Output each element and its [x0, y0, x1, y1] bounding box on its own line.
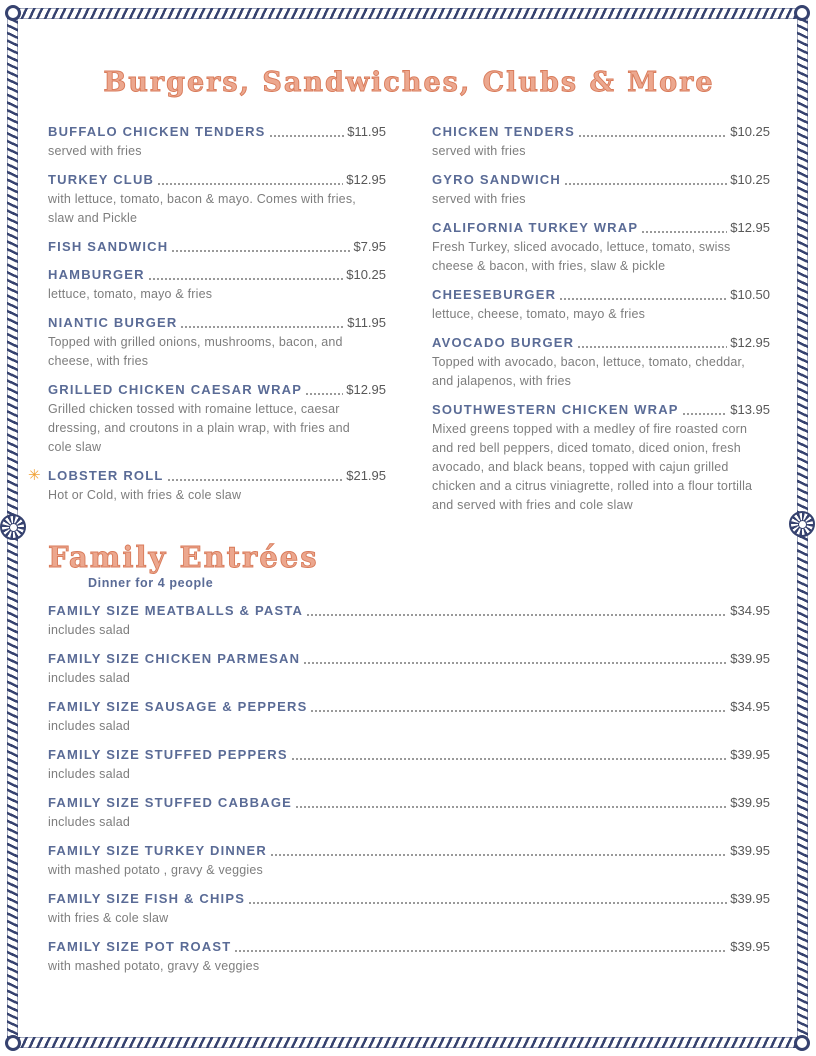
- dot-leader: [578, 346, 727, 348]
- dot-leader: [642, 231, 727, 233]
- item-price: $21.95: [346, 468, 386, 483]
- burgers-columns: [28, 122, 770, 524]
- menu-item: [48, 649, 770, 688]
- item-name: FAMILY SIZE POT ROAST: [48, 939, 232, 954]
- item-description: lettuce, tomato, mayo & fries: [48, 287, 213, 301]
- item-description: Grilled chicken tossed with romaine lettuce, caesar dressing, and croutons in a plain wrap, with fries and cole slaw: [48, 402, 350, 454]
- dot-leader: [158, 183, 343, 185]
- dot-leader: [565, 183, 727, 185]
- item-description: with mashed potato , gravy & veggies: [48, 863, 263, 877]
- dot-leader: [560, 298, 727, 300]
- menu-item-row: [432, 122, 770, 141]
- item-name: FAMILY SIZE CHICKEN PARMESAN: [48, 651, 301, 666]
- family-subtitle: Dinner for 4 people: [88, 576, 214, 590]
- menu-item-row: [48, 937, 770, 956]
- dot-leader: [683, 413, 728, 415]
- menu-item: [432, 285, 770, 324]
- item-name: NIANTIC BURGER: [48, 315, 178, 330]
- menu-item: [48, 265, 386, 304]
- dot-leader: [181, 326, 344, 328]
- menu-item: [432, 122, 770, 161]
- item-name: FISH SANDWICH: [48, 239, 169, 254]
- item-price: $10.25: [346, 267, 386, 282]
- rope-border-bottom: [10, 1037, 806, 1048]
- item-price: $39.95: [730, 891, 770, 906]
- item-name: SOUTHWESTERN CHICKEN WRAP: [432, 402, 679, 417]
- menu-content: [28, 0, 770, 985]
- menu-item-row: [48, 697, 770, 716]
- dot-leader: [311, 710, 727, 712]
- item-description: Mixed greens topped with a medley of fire roasted corn and red bell peppers, diced tomato, diced onion, fresh avocado, and black beans, topped with cajun grilled chicken and a citrus viniagrette, rolled into a flour tortilla and served with fries and cole slaw: [432, 422, 753, 512]
- item-description: includes salad: [48, 767, 131, 781]
- menu-item: [48, 313, 386, 371]
- item-price: $39.95: [730, 939, 770, 954]
- section-title-family: Family Entrées: [48, 540, 319, 574]
- menu-item: [432, 170, 770, 209]
- burgers-left-column: [28, 122, 386, 524]
- rope-medallion-icon: [789, 511, 815, 537]
- menu-item: [432, 333, 770, 391]
- item-name: GYRO SANDWICH: [432, 172, 561, 187]
- menu-item-row: [48, 380, 386, 399]
- item-description: Topped with avocado, bacon, lettuce, tomato, cheddar, and jalapenos, with fries: [432, 355, 745, 388]
- menu-item-row: [48, 122, 386, 141]
- menu-item: [48, 841, 770, 880]
- corner-ring-icon: [794, 1035, 810, 1051]
- dot-leader: [306, 393, 343, 395]
- item-description: includes salad: [48, 623, 131, 637]
- item-name: FAMILY SIZE MEATBALLS & PASTA: [48, 603, 304, 618]
- menu-item-row: [48, 237, 386, 256]
- menu-item: [48, 937, 770, 976]
- item-name: AVOCADO BURGER: [432, 335, 575, 350]
- item-name: FAMILY SIZE FISH & CHIPS: [48, 891, 246, 906]
- item-description: includes salad: [48, 815, 131, 829]
- menu-item: [48, 237, 386, 256]
- item-name: CALIFORNIA TURKEY WRAP: [432, 220, 639, 235]
- item-name: HAMBURGER: [48, 267, 145, 282]
- sun-icon: ✳: [28, 467, 41, 484]
- item-price: $11.95: [347, 315, 386, 330]
- item-name: CHICKEN TENDERS: [432, 124, 575, 139]
- dot-leader: [296, 806, 727, 808]
- dot-leader: [249, 902, 727, 904]
- item-price: $39.95: [730, 747, 770, 762]
- item-price: $12.95: [346, 382, 386, 397]
- menu-item-row: [48, 793, 770, 812]
- item-price: $34.95: [730, 699, 770, 714]
- item-price: $39.95: [730, 651, 770, 666]
- dot-leader: [168, 479, 344, 481]
- item-description: served with fries: [432, 192, 526, 206]
- menu-item: [28, 466, 386, 505]
- item-description: with lettuce, tomato, bacon & mayo. Comes with fries, slaw and Pickle: [48, 192, 356, 225]
- menu-item-row: [48, 841, 770, 860]
- menu-item: [48, 889, 770, 928]
- item-description: Topped with grilled onions, mushrooms, bacon, and cheese, with fries: [48, 335, 343, 368]
- menu-item: [48, 380, 386, 457]
- menu-item: [48, 793, 770, 832]
- item-name: GRILLED CHICKEN CAESAR WRAP: [48, 382, 303, 397]
- item-name: FAMILY SIZE STUFFED PEPPERS: [48, 747, 288, 762]
- corner-ring-icon: [5, 5, 21, 21]
- dot-leader: [307, 614, 727, 616]
- dot-leader: [304, 662, 727, 664]
- menu-item-row: [432, 400, 770, 419]
- item-description: served with fries: [432, 144, 526, 158]
- item-description: includes salad: [48, 671, 131, 685]
- dot-leader: [271, 854, 727, 856]
- menu-item: [432, 400, 770, 515]
- item-price: $10.50: [730, 287, 770, 302]
- item-price: $7.95: [353, 239, 386, 254]
- burgers-right-column: [432, 122, 770, 524]
- item-price: $12.95: [346, 172, 386, 187]
- item-description: includes salad: [48, 719, 131, 733]
- menu-item: [48, 170, 386, 228]
- item-name: FAMILY SIZE SAUSAGE & PEPPERS: [48, 699, 308, 714]
- menu-item-row: [48, 170, 386, 189]
- dot-leader: [149, 278, 343, 280]
- dot-leader: [172, 250, 350, 252]
- menu-item: [432, 218, 770, 276]
- item-description: with mashed potato, gravy & veggies: [48, 959, 260, 973]
- menu-item-row: [432, 170, 770, 189]
- item-name: FAMILY SIZE TURKEY DINNER: [48, 843, 268, 858]
- item-price: $12.95: [730, 335, 770, 350]
- corner-ring-icon: [794, 5, 810, 21]
- item-description: Hot or Cold, with fries & cole slaw: [48, 488, 242, 502]
- dot-leader: [270, 135, 345, 137]
- item-price: $10.25: [730, 124, 770, 139]
- menu-item-row: [432, 333, 770, 352]
- item-description: with fries & cole slaw: [48, 911, 169, 925]
- item-name: LOBSTER ROLL: [48, 468, 164, 483]
- rope-medallion-icon: [0, 514, 26, 540]
- item-price: $12.95: [730, 220, 770, 235]
- menu-item-row: [48, 889, 770, 908]
- dot-leader: [579, 135, 727, 137]
- item-price: $39.95: [730, 795, 770, 810]
- menu-item-row: [28, 466, 386, 485]
- item-description: served with fries: [48, 144, 142, 158]
- menu-item-row: [432, 218, 770, 237]
- menu-item: [48, 601, 770, 640]
- item-description: Fresh Turkey, sliced avocado, lettuce, tomato, swiss cheese & bacon, with fries, slaw & pickle: [432, 240, 731, 273]
- item-name: FAMILY SIZE STUFFED CABBAGE: [48, 795, 293, 810]
- menu-item-row: [48, 745, 770, 764]
- dot-leader: [292, 758, 728, 760]
- section-title-burgers: Burgers, Sandwiches, Clubs & More: [103, 67, 715, 98]
- item-price: $13.95: [730, 402, 770, 417]
- item-price: $11.95: [347, 124, 386, 139]
- family-items: [48, 601, 770, 976]
- menu-item: [48, 745, 770, 784]
- item-name: BUFFALO CHICKEN TENDERS: [48, 124, 266, 139]
- menu-item: [48, 697, 770, 736]
- item-price: $10.25: [730, 172, 770, 187]
- menu-item: [48, 122, 386, 161]
- item-price: $39.95: [730, 843, 770, 858]
- corner-ring-icon: [5, 1035, 21, 1051]
- menu-item-row: [48, 265, 386, 284]
- item-name: TURKEY CLUB: [48, 172, 155, 187]
- menu-item-row: [48, 649, 770, 668]
- item-name: CHEESEBURGER: [432, 287, 557, 302]
- menu-item-row: [48, 313, 386, 332]
- menu-item-row: [432, 285, 770, 304]
- dot-leader: [235, 950, 727, 952]
- menu-item-row: [48, 601, 770, 620]
- item-price: $34.95: [730, 603, 770, 618]
- item-description: lettuce, cheese, tomato, mayo & fries: [432, 307, 646, 321]
